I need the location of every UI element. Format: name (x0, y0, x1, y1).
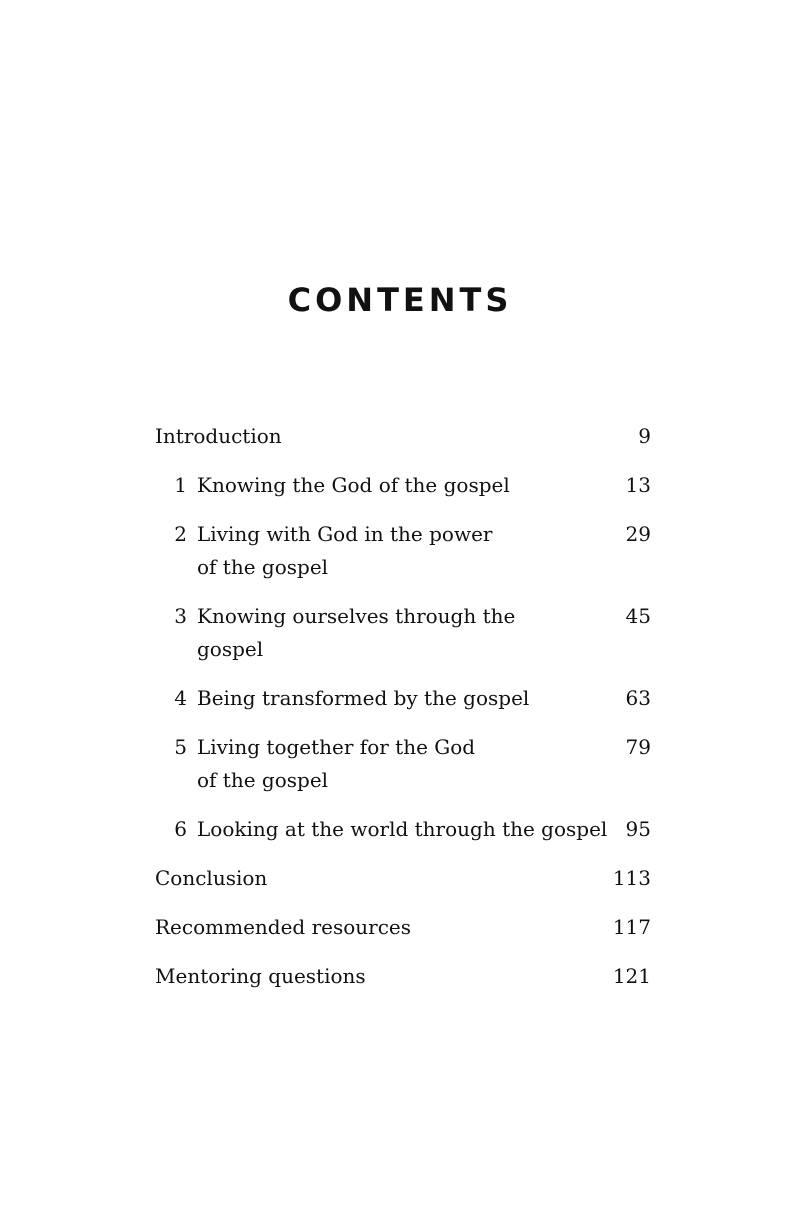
toc-entry-label: Conclusion (155, 866, 268, 890)
toc-entry-label-line-2: of the gospel (197, 555, 329, 579)
chapter-number: 2 (174, 522, 187, 546)
toc-page-number: 63 (625, 686, 651, 710)
toc-page-number: 9 (638, 424, 651, 448)
toc-page-number: 79 (625, 735, 651, 759)
toc-entry-label: Recommended resources (155, 915, 412, 939)
toc-page-number: 45 (625, 604, 651, 628)
toc-entry-label-line-2: of the gospel (197, 768, 329, 792)
toc-page-number: 13 (625, 473, 651, 497)
chapter-number: 4 (174, 686, 187, 710)
toc-entry-chapter-2 (155, 518, 651, 584)
toc-entry-label-line-1: Living with God in the power (197, 522, 493, 546)
toc-entry-introduction (155, 420, 651, 453)
toc-page-number: 95 (625, 817, 651, 841)
chapter-number: 5 (174, 735, 187, 759)
toc-entry-chapter-3 (155, 600, 651, 666)
toc-entry-chapter-5 (155, 731, 651, 797)
toc-entry-chapter-4 (155, 682, 651, 715)
chapter-number: 6 (174, 817, 187, 841)
toc-entry-label: Being transformed by the gospel (197, 686, 530, 710)
table-of-contents (155, 420, 651, 1009)
toc-entry-mentoring-questions (155, 960, 651, 993)
chapter-number: 1 (174, 473, 187, 497)
toc-entry-label: Introduction (155, 424, 282, 448)
toc-page-number: 113 (612, 866, 651, 890)
chapter-number: 3 (174, 604, 187, 628)
toc-entry-label: Looking at the world through the gospel (197, 817, 608, 841)
page-title: CONTENTS (287, 281, 513, 319)
toc-entry-label: Mentoring questions (155, 964, 366, 988)
toc-entry-chapter-6 (155, 813, 651, 846)
toc-entry-conclusion (155, 862, 651, 895)
toc-entry-label: Knowing ourselves through the gospel (197, 604, 516, 661)
toc-entry-chapter-1 (155, 469, 651, 502)
toc-entry-label: Knowing the God of the gospel (197, 473, 510, 497)
toc-page-number: 121 (612, 964, 651, 988)
toc-page-number: 117 (612, 915, 651, 939)
toc-entry-label (155, 731, 651, 797)
toc-page-number: 29 (625, 522, 651, 546)
toc-entry-label-line-1: Living together for the God (197, 735, 476, 759)
toc-entry-recommended-resources (155, 911, 651, 944)
toc-entry-label (155, 518, 651, 584)
